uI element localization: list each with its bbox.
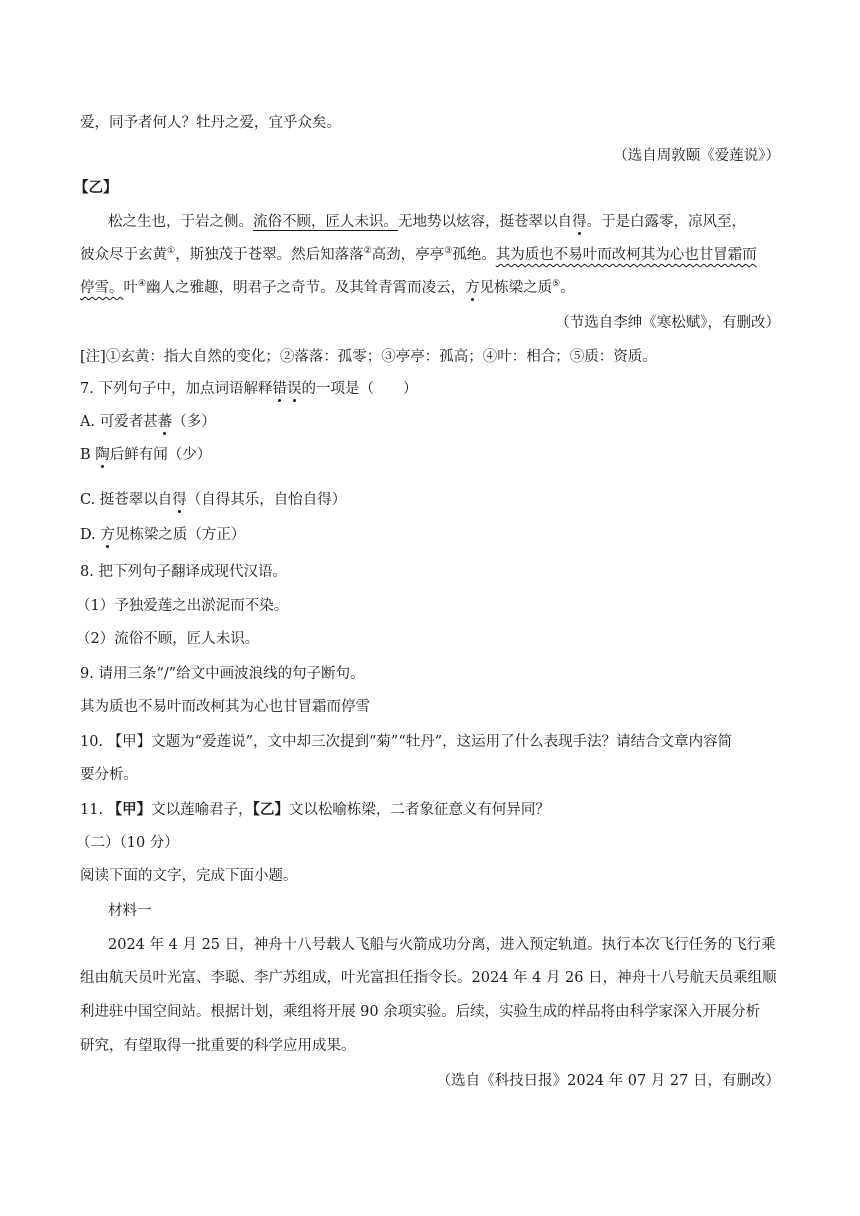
yi-line-2: 彼众尽于玄黄①，斯独茂于苍翠。然后知落落②高劲，亭亭③孤绝。其为质也不易叶而改柯其为心也甘冒霜而 (80, 246, 757, 263)
material-p2: 组由航天员叶光富、李聪、李广苏组成，叶光富担任指令长。2024 年 4 月 26 日，神舟十八号航天员乘组顺 (80, 970, 777, 986)
question-8-sentence-2: （2）流俗不顾，匠人未识。 (76, 631, 260, 647)
part-2-heading: （二）（10 分） (76, 835, 179, 851)
jia-last-line: 爱，同予者何人？牡丹之爱，宜乎众矣。 (80, 115, 341, 131)
yi-line-1: 松之生也，于岩之侧。流俗不顾，匠人未识。无地势以炫容，挺苍翠以自得。于是白露零，凉风至， (108, 214, 746, 230)
question-9-stem: 9. 请用三条“/”给文中画波浪线的句子断句。 (80, 666, 365, 682)
material-source: （选自《科技日报》2024 年 07 月 27 日，有删改） (436, 1073, 780, 1089)
material-p3: 利进驻中国空间站。根据计划，乘组将开展 90 余项实验。后续，实验生成的样品将由科学家深入开展分析 (80, 1004, 761, 1020)
dotted-char: 得 (572, 214, 587, 230)
material-p1: 2024 年 4 月 25 日，神舟十八号载人飞船与火箭成功分离，进入预定轨道。执行本次飞行任务的飞行乘 (108, 937, 776, 953)
wavy-sentence-part-2: 停雪。 (80, 280, 124, 296)
yi-line-3: 停雪。叶④幽人之雅趣，明君子之奇节。及其耸青霄而凌云，方见栋梁之质⑤。 (80, 279, 575, 296)
material-p4: 研究，有望取得一批重要的科学应用成果。 (80, 1038, 356, 1054)
question-9-sentence: 其为质也不易叶而改柯其为心也甘冒霜而停雪 (80, 699, 370, 715)
dotted-char: 方 (465, 280, 480, 296)
jia-source: （选自周敦颐《爱莲说》） (613, 148, 780, 164)
question-11: 11. 【甲】文以莲喻君子，【乙】文以松喻栋梁，二者象征意义有何异同？ (80, 801, 550, 818)
material-title: 材料一 (108, 903, 152, 919)
question-8-stem: 8. 把下列句子翻译成现代汉语。 (80, 564, 287, 580)
option-c: C. 挺苍翠以自得（自得其乐，自怡自得） (80, 492, 347, 508)
option-b: B 陶后鲜有闻（少） (80, 447, 212, 463)
option-a: A. 可爱者甚蕃（多） (80, 414, 216, 430)
question-7-stem: 7. 下列句子中，加点词语解释错误的一项是（ ） (80, 381, 418, 397)
notes: [注]①玄黄：指大自然的变化；②落落：孤零；③亭亭：孤高；④叶：相合；⑤质：资质。 (80, 349, 657, 365)
part-2-instruction: 阅读下面的文字，完成下面小题。 (80, 868, 298, 884)
wavy-sentence-part-1: 其为质也不易叶而改柯其为心也甘冒霜而 (495, 247, 757, 263)
underlined-sentence: 流俗不顾，匠人未识。 (253, 214, 398, 230)
yi-source: （节选自李绅《寒松赋》，有删改） (555, 315, 780, 331)
question-8-sentence-1: （1）予独爱莲之出淤泥而不染。 (76, 598, 289, 614)
question-10-line-2: 要分析。 (80, 767, 138, 783)
option-d: D. 方见栋梁之质（方正） (80, 527, 246, 543)
yi-heading: 【乙】 (74, 179, 118, 196)
question-10-line-1: 10. 【甲】文题为“爱莲说”，文中却三次提到“菊”“牡丹”，这运用了什么表现手法？请结合文章内容简 (80, 734, 733, 750)
